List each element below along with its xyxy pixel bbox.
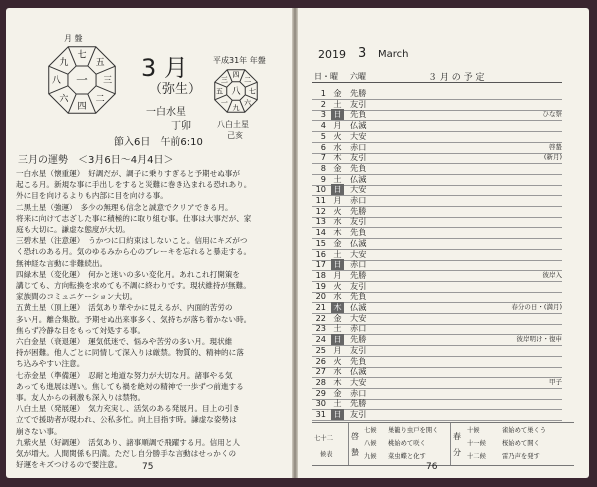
- month-board-cell-n: 七: [77, 50, 87, 61]
- year-board-cell-se: 六: [244, 99, 252, 108]
- day-number: 17: [315, 259, 326, 270]
- rokuyo: 大安: [350, 248, 367, 259]
- weekday: 月: [333, 120, 342, 131]
- kou-9-text: 菜虫蝶と化す: [388, 453, 426, 460]
- fortune-line: 好運をキズつけるので要注意。: [16, 460, 123, 470]
- weekday: 金: [333, 312, 342, 323]
- left-page: [6, 8, 292, 478]
- day-number: 27: [315, 366, 326, 377]
- day-number: 28: [315, 376, 326, 387]
- right-page: [298, 8, 589, 478]
- month-board-cell-se: 二: [95, 94, 105, 105]
- rokuyo: 仏滅: [350, 302, 367, 312]
- rokuyo: 先勝: [350, 269, 367, 280]
- col-plan: ３ 月 の 予 定: [428, 73, 485, 83]
- month-board-label: 月 盤: [64, 34, 83, 43]
- year-star: 八白土星: [217, 120, 249, 129]
- sekki-shunbun-2: 分: [453, 448, 461, 457]
- day-number: 12: [315, 205, 326, 216]
- rokuyo: 先負: [350, 227, 367, 238]
- rokuyo: 赤口: [350, 387, 367, 398]
- month-board-cell-w: 八: [51, 76, 61, 87]
- sekki-keichitsu-1: 啓: [351, 432, 359, 441]
- day-number: 25: [315, 344, 326, 355]
- rokuyo: 赤口: [350, 323, 367, 334]
- page-number-left: 75: [142, 462, 154, 472]
- year-board-cell-e: 七: [249, 87, 256, 96]
- year-board-cell-sw: 一: [220, 99, 228, 108]
- day-note: 春分の日・(満月): [511, 303, 562, 311]
- rokuyo: 仏滅: [350, 366, 367, 377]
- weekday: 土: [333, 398, 342, 409]
- rokuyo: 先勝: [350, 334, 367, 345]
- weekday: 木: [333, 152, 342, 163]
- day-number: 13: [315, 216, 326, 227]
- rokuyo: 先負: [350, 109, 367, 120]
- day-number: 24: [315, 334, 326, 345]
- kou-10: 十候: [467, 427, 480, 434]
- kou-12: 十二候: [467, 453, 486, 460]
- day-number: 9: [320, 173, 326, 184]
- month-board-cell-e: 三: [103, 76, 113, 87]
- fortune-line: 無神経な言動に非難続出。: [16, 258, 108, 268]
- day-number: 18: [315, 269, 326, 280]
- day-number: 20: [315, 291, 326, 302]
- year-board-cell-ne: 二: [244, 75, 252, 84]
- day-number: 21: [315, 302, 326, 312]
- fortune-line: 将来に向けて志ざした事に積極的に取り組む事。仕事は大事だが、家: [16, 213, 252, 223]
- weekday: 日: [331, 184, 344, 195]
- weekday: 金: [333, 162, 342, 173]
- kou-label-1: 七十二: [314, 435, 333, 442]
- year-board-cell-s: 九: [232, 103, 240, 112]
- weekday: 日: [331, 334, 344, 345]
- rokuyo: 大安: [350, 376, 367, 387]
- weekday: 木: [331, 302, 344, 313]
- weekday: 金: [333, 387, 342, 398]
- col-day-week: 日・曜: [314, 72, 338, 81]
- fortune-line: あっても進展は遅い。焦しても禍を絶対の精神で一歩ずつ前進する: [16, 381, 244, 391]
- weekday: 水: [333, 291, 342, 302]
- weekday: 月: [333, 344, 342, 355]
- year-board: [211, 66, 261, 116]
- fortune-line: ち込みやすい注意。: [16, 359, 85, 369]
- day-note: ひな祭: [542, 110, 562, 119]
- rokuyo: 大安: [350, 184, 367, 195]
- month-board-cell-sw: 六: [59, 94, 69, 105]
- day-number: 19: [315, 280, 326, 291]
- weekday: 火: [333, 130, 342, 141]
- day-number: 2: [320, 98, 326, 109]
- table-bottom-rule: [312, 465, 574, 466]
- day-number: 29: [315, 387, 326, 398]
- rokuyo: 仏滅: [350, 173, 367, 184]
- year-board-cell-nw: 三: [220, 75, 228, 84]
- kou-11-text: 桜始めて開く: [502, 440, 540, 447]
- weekday: 木: [333, 227, 342, 238]
- fortune-line: 焦らず冷静な目をもって対処する事。: [16, 325, 146, 335]
- month-board-cell-ne: 五: [95, 58, 105, 69]
- day-number: 26: [315, 355, 326, 366]
- fortune-line: 気が増大。人間関係も円満。ただし自分勝手な言動はせっかくの: [16, 449, 237, 458]
- fortune-line: 庭も大切に。謙虚な態度が大切。: [16, 225, 130, 234]
- kou-11: 十一候: [467, 440, 486, 447]
- year-board-cell-center: 八: [231, 87, 241, 98]
- day-number: 15: [315, 237, 326, 248]
- day-number: 7: [320, 152, 326, 163]
- weekday: 火: [333, 205, 342, 216]
- fortune-line: 八白土星（発展運） 気力充実し、活気のある発展月。目上の引き: [16, 404, 241, 414]
- rokuyo: 先負: [350, 355, 367, 366]
- year-label: 2019: [318, 48, 346, 61]
- month-board: [44, 42, 120, 118]
- day-note: (新月): [543, 153, 562, 162]
- fortune-line: 崩さない事。: [16, 426, 62, 436]
- rokuyo: 先勝: [350, 205, 367, 216]
- day-number: 5: [320, 130, 326, 141]
- seventy-two-kou-table: [312, 422, 574, 465]
- month-number: 3: [358, 46, 367, 61]
- col-rokuyo: 六曜: [350, 72, 366, 81]
- fortune-line: 持が困難。他人ごとに同情して深入りは厳禁。物質的、精神的に落: [16, 348, 244, 358]
- day-number: 14: [315, 227, 326, 238]
- fortune-line: 外に目を向けるよりも内部に目を向ける事。: [16, 191, 168, 201]
- day-number: 3: [320, 109, 326, 120]
- table-divider: [450, 423, 451, 465]
- day-note: 啓蟄: [549, 142, 562, 151]
- weekday: 火: [333, 355, 342, 366]
- fortune-line: 講じても、方向転換を求めても不調に終わりです。現状維持が無難。: [16, 281, 251, 290]
- rokuyo: 友引: [350, 409, 367, 419]
- year-board-cell-w: 五: [216, 87, 223, 96]
- month-board-cell-nw: 九: [59, 58, 69, 69]
- day-number: 16: [315, 248, 326, 259]
- day-note: 彼岸明け・復申: [516, 335, 562, 344]
- kou-12-text: 雷乃声を発す: [502, 453, 540, 460]
- rokuyo: 大安: [350, 312, 367, 323]
- weekday: 金: [333, 237, 342, 248]
- fortune-line: 四緑木星（変化運） 何かと迷いの多い変化月。あれこれ打開策を: [16, 269, 241, 279]
- month-title: 3 月: [141, 54, 188, 82]
- weekday: 木: [333, 376, 342, 387]
- rokuyo: 友引: [350, 152, 367, 163]
- fortune-line: 家族間のコミュニケーション大切。: [16, 292, 138, 302]
- rokuyo: 先勝: [350, 88, 367, 98]
- day-note: 甲子: [549, 377, 562, 386]
- weekday: 日: [331, 409, 344, 420]
- month-name: March: [378, 49, 409, 60]
- day-number: 30: [315, 398, 326, 409]
- weekday: 土: [333, 323, 342, 334]
- weekday: 金: [333, 88, 342, 98]
- weekday: 日: [331, 259, 344, 270]
- weekday: 土: [333, 173, 342, 184]
- day-number: 6: [320, 141, 326, 152]
- rokuyo: 友引: [350, 98, 367, 109]
- table-divider: [348, 423, 349, 465]
- weekday: 土: [333, 248, 342, 259]
- fortune-line: 九紫火星（好調運） 活気あり、諸事順調で飛躍する月。信用と人: [16, 437, 241, 447]
- month-board-cell-center: 一: [76, 73, 88, 88]
- rokuyo: 大安: [350, 130, 367, 141]
- kou-7: 七候: [364, 427, 377, 434]
- fortune-line: 起こる月。新規な事に手出しをすると災難に巻き込まれる恐れあり。: [16, 180, 252, 190]
- fortune-line: 六白金星（衰退運） 運気低迷で、悩みや苦労の多い月。現状維: [16, 337, 233, 346]
- kou-label-2: 候表: [320, 451, 333, 458]
- fortune-line: 事。友人からの刺激も深入りは禁物。: [16, 393, 146, 402]
- month-kanshi: 丁卯: [171, 121, 191, 132]
- weekday: 水: [333, 366, 342, 377]
- day-number: 1: [320, 88, 326, 98]
- sekki-shunbun-1: 春: [453, 432, 461, 441]
- month-star: 一白水星: [146, 107, 186, 118]
- setsuiri-time: 節入6日 午前6:10: [114, 137, 203, 148]
- fortune-line: 立てで援助者が現われ、公私多忙。向上目指す時。謙虚な姿勢は: [16, 415, 237, 425]
- day-number: 11: [315, 195, 326, 205]
- fortune-line: 三碧木星（注意運） うかつに口約束はしないこと。信用にキズがつ: [16, 236, 248, 246]
- day-number: 22: [315, 312, 326, 323]
- rokuyo: 赤口: [350, 259, 367, 270]
- rokuyo: 先負: [350, 162, 367, 173]
- page-number-right: 76: [426, 462, 438, 472]
- month-alias: （弥生）: [149, 82, 202, 97]
- day-row[interactable]: [312, 408, 562, 421]
- fortune-line: 二黒土星（強運） 多少の無理も信念と誠意でクリアできる月。: [16, 202, 233, 212]
- year-board-label: 平成31年 年盤: [213, 56, 266, 65]
- kou-10-text: 雀始めて巣くう: [502, 427, 547, 434]
- kou-8-text: 桃始めて咲く: [388, 440, 426, 447]
- fortune-line: 多い月。離合集散。予期せぬ出来事多く、気持ちが落ち着かない時。: [16, 314, 252, 324]
- day-number: 23: [315, 323, 326, 334]
- rokuyo: 仏滅: [350, 120, 367, 131]
- year-kanshi: 己亥: [227, 131, 243, 140]
- weekday: 土: [333, 98, 342, 109]
- sekki-keichitsu-2: 蟄: [351, 448, 359, 457]
- fortune-line: 七赤金星（準備運） 忍耐と地道な努力が大切な月。諸事やる気: [16, 370, 233, 380]
- rokuyo: 先勝: [350, 398, 367, 409]
- weekday: 月: [333, 269, 342, 280]
- day-number: 31: [315, 409, 326, 419]
- fortune-line: 一白水星（懐重運） 好調だが、調子に乗りすぎると予期せぬ事が: [16, 169, 241, 178]
- weekday: 水: [333, 216, 342, 227]
- weekday: 火: [333, 280, 342, 291]
- header-rule: [312, 82, 562, 83]
- rokuyo: 赤口: [350, 195, 367, 205]
- month-board-cell-s: 四: [77, 101, 87, 112]
- fortune-line: 五黄土星（頂上運） 活気あり華やかに見えるが、内面的苦労の: [16, 303, 233, 313]
- weekday: 日: [331, 109, 344, 120]
- day-number: 4: [320, 120, 326, 131]
- rokuyo: 仏滅: [350, 237, 367, 248]
- rokuyo: 友引: [350, 216, 367, 227]
- day-number: 8: [320, 162, 326, 173]
- day-number: 10: [315, 184, 326, 195]
- year-board-cell-n: 四: [232, 70, 240, 79]
- kou-9: 九候: [364, 453, 377, 460]
- day-note: 彼岸入: [542, 270, 562, 279]
- fortune-heading: 三月の運勢 ＜3月6日〜4月4日＞: [18, 155, 174, 166]
- rokuyo: 友引: [350, 280, 367, 291]
- rokuyo: 赤口: [350, 141, 367, 152]
- kou-8: 八候: [364, 440, 377, 447]
- weekday: 月: [333, 195, 342, 205]
- kou-7-text: 巣籠り虫戸を開く: [388, 427, 439, 434]
- rokuyo: 友引: [350, 344, 367, 355]
- weekday: 水: [333, 141, 342, 152]
- fortune-line: く恐れのある月。気のゆるみから心のブレーキを忘れると暴走する。: [16, 247, 252, 257]
- rokuyo: 先負: [350, 291, 367, 302]
